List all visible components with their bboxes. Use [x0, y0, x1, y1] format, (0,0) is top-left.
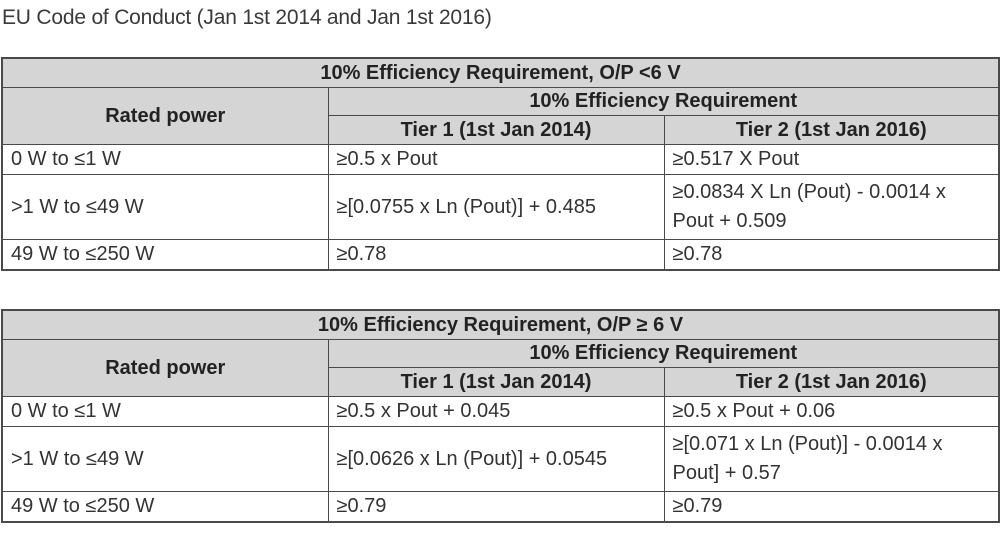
table-title: 10% Efficiency Requirement, O/P ≥ 6 V [2, 310, 999, 340]
cell-tier1: ≥0.78 [328, 240, 664, 271]
cell-rated-power: 49 W to ≤250 W [2, 240, 328, 271]
cell-rated-power: >1 W to ≤49 W [2, 427, 328, 492]
efficiency-table-below-6v [1, 57, 1000, 271]
table-row [2, 492, 999, 523]
header-tier2: Tier 2 (1st Jan 2016) [664, 368, 999, 397]
table-row [2, 175, 999, 240]
table-row [2, 145, 999, 175]
table-row [2, 397, 999, 427]
cell-tier2: ≥0.517 X Pout [664, 145, 999, 175]
cell-rated-power: 0 W to ≤1 W [2, 397, 328, 427]
cell-tier2: ≥[0.071 x Ln (Pout)] - 0.0014 x Pout] + 0.57 [664, 427, 999, 492]
table-row [2, 240, 999, 271]
cell-tier2: ≥0.79 [664, 492, 999, 523]
table-row [2, 427, 999, 492]
cell-tier2: ≥0.5 x Pout + 0.06 [664, 397, 999, 427]
cell-tier1: ≥0.79 [328, 492, 664, 523]
cell-rated-power: 0 W to ≤1 W [2, 145, 328, 175]
header-tier1: Tier 1 (1st Jan 2014) [328, 116, 664, 145]
document-title: EU Code of Conduct (Jan 1st 2014 and Jan 1st 2016) [2, 6, 492, 29]
header-efficiency-group: 10% Efficiency Requirement [328, 340, 999, 368]
cell-tier2: ≥0.0834 X Ln (Pout) - 0.0014 x Pout + 0.509 [664, 175, 999, 240]
cell-rated-power: 49 W to ≤250 W [2, 492, 328, 523]
header-tier1: Tier 1 (1st Jan 2014) [328, 368, 664, 397]
header-efficiency-group: 10% Efficiency Requirement [328, 88, 999, 116]
cell-tier1: ≥0.5 x Pout [328, 145, 664, 175]
cell-rated-power: >1 W to ≤49 W [2, 175, 328, 240]
efficiency-table-6v-and-above [1, 309, 1000, 523]
header-rated-power: Rated power [2, 88, 328, 145]
header-tier2: Tier 2 (1st Jan 2016) [664, 116, 999, 145]
cell-tier1: ≥[0.0626 x Ln (Pout)] + 0.0545 [328, 427, 664, 492]
table-title: 10% Efficiency Requirement, O/P <6 V [2, 58, 999, 88]
cell-tier1: ≥0.5 x Pout + 0.045 [328, 397, 664, 427]
header-rated-power: Rated power [2, 340, 328, 397]
cell-tier2: ≥0.78 [664, 240, 999, 271]
cell-tier1: ≥[0.0755 x Ln (Pout)] + 0.485 [328, 175, 664, 240]
